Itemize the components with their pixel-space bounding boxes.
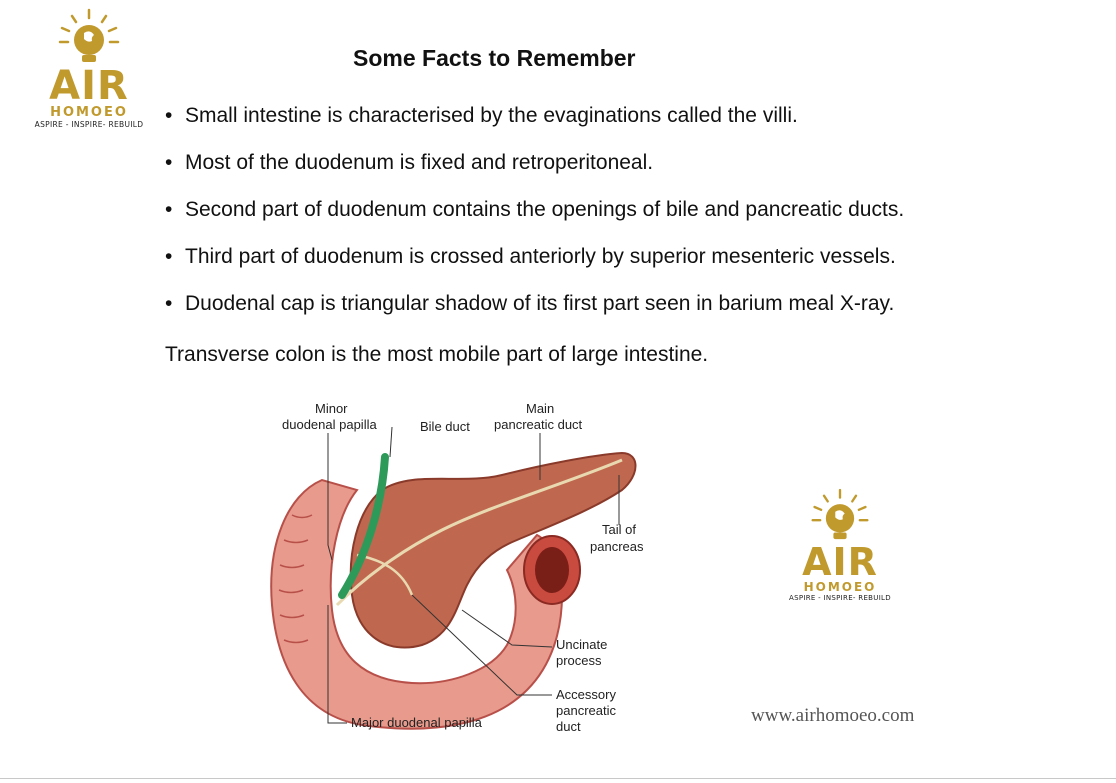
lightbulb-icon bbox=[807, 488, 873, 543]
bullet-marker: • bbox=[165, 292, 173, 315]
label-tail-2: pancreas bbox=[590, 539, 644, 554]
logo-tagline: ASPIRE - INSPIRE- REBUILD bbox=[789, 594, 891, 603]
label-uncinate-1: Uncinate bbox=[556, 637, 608, 652]
lightbulb-icon bbox=[54, 8, 124, 66]
fact-text: Third part of duodenum is crossed anteriorly by superior mesenteric vessels. bbox=[185, 245, 896, 268]
fact-text: Small intestine is characterised by the evaginations called the villi. bbox=[185, 104, 798, 127]
label-accessory-1: Accessory bbox=[556, 687, 616, 702]
label-minor-papilla-1: Minor bbox=[315, 401, 348, 416]
fact-item bbox=[165, 292, 904, 339]
bullet-marker: • bbox=[165, 245, 173, 268]
label-bile-duct: Bile duct bbox=[420, 419, 470, 434]
slide-title: Some Facts to Remember bbox=[353, 45, 636, 71]
fact-text: Most of the duodenum is fixed and retroperitoneal. bbox=[185, 151, 654, 174]
label-major-papilla: Major duodenal papilla bbox=[351, 715, 482, 730]
website-url: www.airhomoeo.com bbox=[751, 705, 915, 726]
bullet-marker: • bbox=[165, 151, 173, 174]
label-accessory-3: duct bbox=[556, 719, 581, 734]
label-uncinate-2: process bbox=[556, 653, 602, 668]
logo-wordmark: AIR bbox=[49, 63, 129, 109]
leader-bile-duct bbox=[390, 427, 392, 457]
closing-statement: Transverse colon is the most mobile part of large intestine. bbox=[165, 343, 709, 366]
label-accessory-2: pancreatic bbox=[556, 703, 616, 718]
fact-item bbox=[165, 104, 904, 151]
fact-item bbox=[165, 245, 904, 292]
bottom-divider bbox=[0, 778, 1116, 779]
brand-logo-secondary bbox=[788, 488, 892, 603]
label-main-duct-1: Main bbox=[526, 401, 555, 416]
logo-subtitle: HOMOEO bbox=[50, 105, 128, 120]
facts-list bbox=[165, 104, 904, 339]
logo-wordmark: AIR bbox=[802, 540, 878, 584]
label-minor-papilla-2: duodenal papilla bbox=[282, 417, 377, 432]
fact-item bbox=[165, 151, 904, 198]
label-main-duct-2: pancreatic duct bbox=[494, 417, 583, 432]
label-tail-1: Tail of bbox=[602, 522, 636, 537]
lumen-inner bbox=[535, 547, 569, 593]
bullet-marker: • bbox=[165, 104, 173, 127]
pancreas-duodenum-diagram bbox=[262, 395, 662, 740]
fact-text: Second part of duodenum contains the openings of bile and pancreatic ducts. bbox=[185, 198, 905, 221]
fact-item bbox=[165, 198, 904, 245]
brand-logo bbox=[34, 8, 144, 130]
bullet-marker: • bbox=[165, 198, 173, 221]
logo-subtitle: HOMOEO bbox=[803, 580, 877, 594]
logo-tagline: ASPIRE - INSPIRE- REBUILD bbox=[34, 120, 144, 130]
fact-text: Duodenal cap is triangular shadow of its first part seen in barium meal X-ray. bbox=[185, 292, 895, 315]
